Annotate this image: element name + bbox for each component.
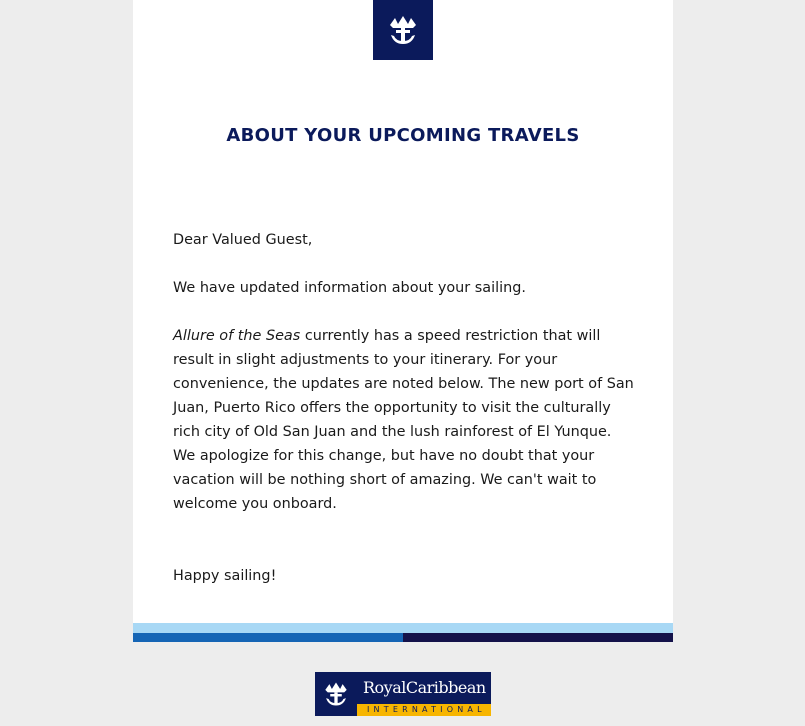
brand-subtitle: INTERNATIONAL — [357, 704, 491, 716]
divider-stripe-blue — [133, 633, 403, 642]
divider-stripe-light — [133, 623, 673, 633]
greeting-text: Dear Valued Guest, — [173, 232, 313, 248]
footer-crown-block — [315, 672, 357, 716]
message-body — [173, 228, 638, 588]
main-paragraph — [173, 324, 638, 516]
ship-name: Allure of the Seas — [173, 328, 301, 344]
intro-text: We have updated information about your sailing. — [173, 280, 526, 296]
footer-brand-logo[interactable] — [315, 672, 491, 716]
brand-name: RoyalCaribbean — [357, 672, 491, 704]
footer-wordmark — [357, 672, 491, 716]
crown-anchor-icon — [386, 15, 420, 45]
crown-anchor-icon — [322, 681, 350, 707]
email-card — [133, 0, 673, 623]
brand-logo[interactable] — [373, 0, 433, 60]
main-paragraph-text: currently has a speed restriction that will result in slight adjustments to your itinerary. For your convenience, the updates are noted below. The new port of San Juan, Puerto Rico offers the opportunity to visit the culturally rich city of Old San Juan and the lush rainforest of El Yunque. We apologize for this change, but have no doubt that your vacation will be nothing short of amazing. We can't wait to welcome you onboard. — [173, 328, 634, 512]
signoff-text: Happy sailing! — [173, 568, 277, 584]
page-title: ABOUT YOUR UPCOMING TRAVELS — [226, 125, 580, 146]
divider-stripe-navy — [403, 633, 673, 642]
